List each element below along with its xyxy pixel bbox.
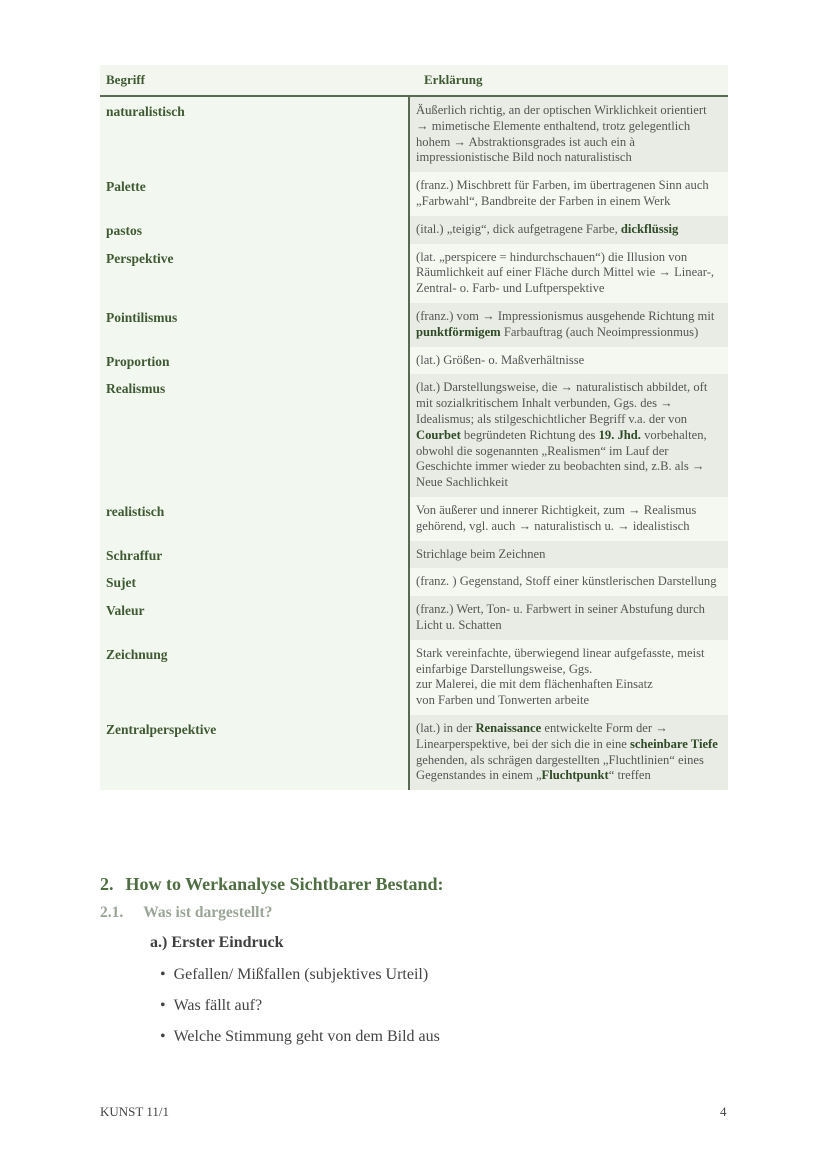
definition-cell: Äußerlich richtig, an der optischen Wirklichkeit orientiert → mimetische Elemente enthaltend, trotz gelegentlich hohem → Abstraktionsgrades ist auch ein à impressionistische Bild noch naturalistisch xyxy=(408,97,728,172)
subsection-heading xyxy=(100,904,272,922)
table-row xyxy=(100,216,728,244)
definition-cell: (lat. „perspicere = hindurchschauen“) die Illusion von Räumlichkeit auf einer Fläche durch Mittel wie → Linear-, Zentral- o. Farb- und Luftperspektive xyxy=(408,244,728,303)
table-row xyxy=(100,244,728,303)
table-row xyxy=(100,374,728,497)
subsection-title: Was ist dargestellt? xyxy=(143,904,273,921)
definition-cell: (lat.) in der Renaissance entwickelte Form der → Linearperspektive, bei der sich die in eine scheinbare Tiefe gehenden, als schrägen dargestellten „Fluchtlinien“ eines Gegenstandes in einem „Fluchtpunkt“ treffen xyxy=(408,715,728,790)
definition-cell: Strichlage beim Zeichnen xyxy=(408,541,728,569)
list-item: • Gefallen/ Mißfallen (subjektives Urteil) xyxy=(160,963,440,994)
subsection-number: 2.1. xyxy=(100,904,124,921)
header-definition: Erklärung xyxy=(424,72,483,87)
definition-cell: (ital.) „teigig“, dick aufgetragene Farbe, dickflüssig xyxy=(408,216,728,244)
term-cell: Perspektive xyxy=(100,244,408,303)
term-cell: Schraffur xyxy=(100,541,408,569)
table-header xyxy=(100,65,728,97)
definition-cell: (franz. ) Gegenstand, Stoff einer künstlerischen Darstellung xyxy=(408,568,728,596)
list-item: • Was fällt auf? xyxy=(160,994,440,1025)
term-cell: Valeur xyxy=(100,596,408,640)
table-row xyxy=(100,172,728,216)
term-cell: Pointilismus xyxy=(100,303,408,347)
table-row xyxy=(100,715,728,790)
section-number: 2. xyxy=(100,874,114,894)
term-cell: Proportion xyxy=(100,347,408,375)
definition-cell: (franz.) vom → Impressionismus ausgehende Richtung mit punktförmigem Farbauftrag (auch Neoimpressionmus) xyxy=(408,303,728,347)
subheading: a.) Erster Eindruck xyxy=(150,934,284,951)
definition-cell: (franz.) Wert, Ton- u. Farbwert in seiner Abstufung durch Licht u. Schatten xyxy=(408,596,728,640)
table-row xyxy=(100,347,728,375)
term-cell: realistisch xyxy=(100,497,408,541)
term-cell: Realismus xyxy=(100,374,408,497)
glossary-table xyxy=(100,65,728,790)
definition-cell: (franz.) Mischbrett für Farben, im übertragenen Sinn auch „Farbwahl“, Bandbreite der Farben in einem Werk xyxy=(408,172,728,216)
footer-course: KUNST 11/1 xyxy=(100,1104,169,1119)
definition-cell: (lat.) Darstellungsweise, die → naturalistisch abbildet, oft mit sozialkritischem Inhalt verbunden, Ggs. des → Idealismus; als stilgeschichtlicher Begriff v.a. der von Courbet begründeten Richtung des 19. Jhd. vorbehalten, obwohl die sogenannten „Realismen“ im Lauf der Geschichte immer wieder zu beobachten sind, z.B. als → Neue Sachlichkeit xyxy=(408,374,728,497)
page-number: 4 xyxy=(720,1104,727,1119)
table-row xyxy=(100,541,728,569)
definition-cell: Von äußerer und innerer Richtigkeit, zum → Realismus gehörend, vgl. auch → naturalistisch u. → idealistisch xyxy=(408,497,728,541)
definition-cell: Stark vereinfachte, überwiegend linear aufgefasste, meist einfarbige Darstellungsweise, Ggs. zur Malerei, die mit dem flächenhaften Einsatz von Farben und Tonwerten arbeite xyxy=(408,640,728,715)
table-row xyxy=(100,303,728,347)
bullet-list xyxy=(160,963,440,1056)
term-cell: naturalistisch xyxy=(100,97,408,172)
header-term: Begriff xyxy=(106,72,145,87)
term-cell: Zeichnung xyxy=(100,640,408,715)
table-row xyxy=(100,97,728,172)
term-cell: Sujet xyxy=(100,568,408,596)
table-row xyxy=(100,596,728,640)
term-cell: Palette xyxy=(100,172,408,216)
table-row xyxy=(100,497,728,541)
table-row xyxy=(100,568,728,596)
table-body xyxy=(100,97,728,790)
section-title: How to Werkanalyse Sichtbarer Bestand: xyxy=(125,874,444,894)
definition-cell: (lat.) Größen- o. Maßverhältnisse xyxy=(408,347,728,375)
list-item: • Welche Stimmung geht von dem Bild aus xyxy=(160,1025,440,1056)
term-cell: pastos xyxy=(100,216,408,244)
table-row xyxy=(100,640,728,715)
term-cell: Zentralperspektive xyxy=(100,715,408,790)
section-heading xyxy=(100,874,444,895)
